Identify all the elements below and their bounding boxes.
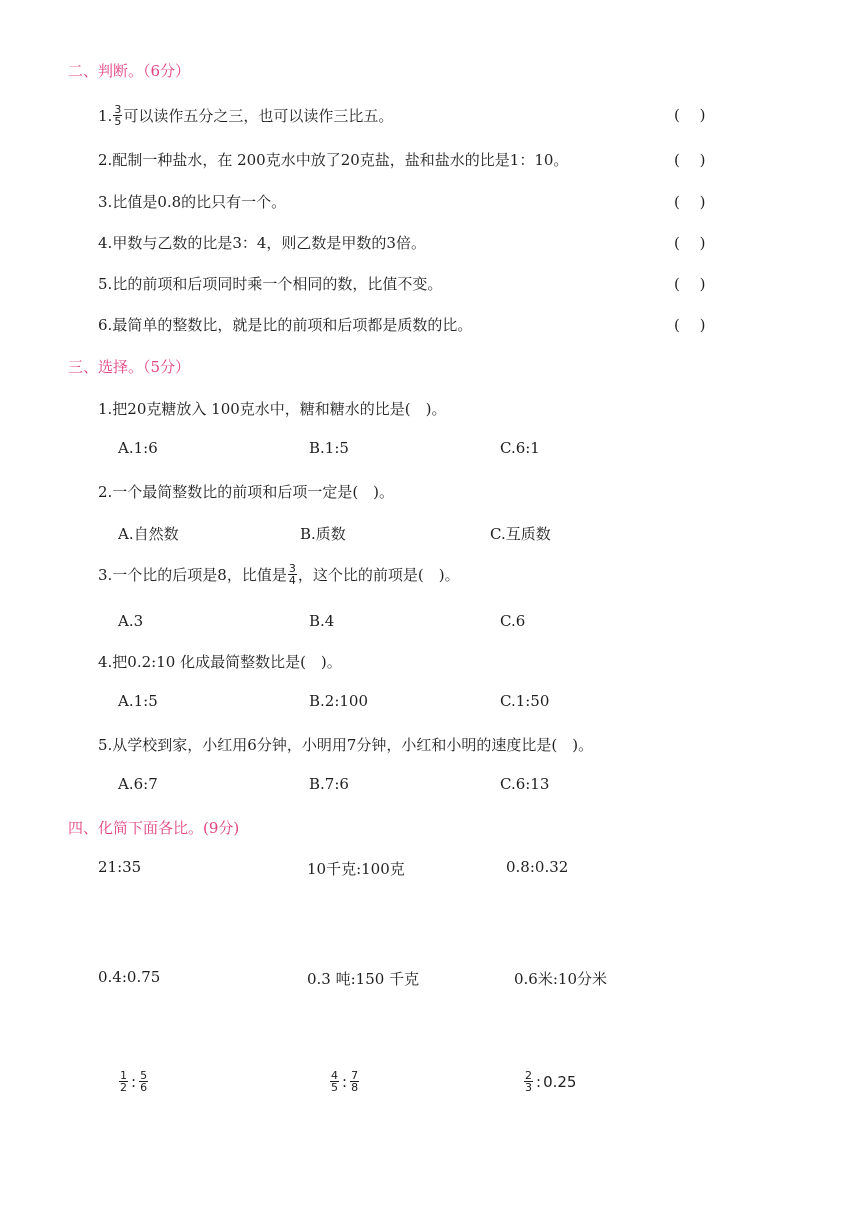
fraction: $\frac{7}{8}$ [351,1069,359,1094]
option-c[interactable]: C.6:1 [500,439,540,457]
judge-item-2: 2.配制一种盐水，在 200克水中放了20克盐，盐和盐水的比是1：10。 [98,151,569,169]
answer-paren[interactable]: ( ) [674,275,706,293]
option-a[interactable]: A.6:7 [118,775,158,793]
ratio-problem: 0.8:0.32 [506,858,569,876]
option-c[interactable]: C.互质数 [490,525,551,543]
judge-item-number: 1. [98,106,113,125]
option-c[interactable]: C.6 [500,612,526,630]
choice-question-5: 5.从学校到家，小红用6分钟，小明用7分钟，小红和小明的速度比是( )。 [98,736,594,754]
judge-item-3: 3.比值是0.8的比只有一个。 [98,193,287,211]
option-c[interactable]: C.1:50 [500,692,550,710]
fraction: $\frac{3}{5}$ [114,103,122,128]
ratio-problem: 0.3 吨:150 千克 [307,970,420,988]
ratio-problem: 21:35 [98,858,142,876]
ratio-problem: 0.4:0.75 [98,968,161,986]
fraction: $\frac{2}{3}$ [525,1069,532,1094]
choice-question-1: 1.把20克糖放入 100克水中，糖和糖水的比是( )。 [98,400,447,418]
answer-paren[interactable]: ( ) [674,151,706,169]
option-b[interactable]: B.4 [309,612,335,630]
answer-paren[interactable]: ( ) [674,234,706,252]
option-b[interactable]: B.质数 [300,525,346,543]
option-b[interactable]: B.2:100 [309,692,369,710]
judge-item-1 [98,104,393,127]
section-3-heading: 三、选择。（5分） [68,358,191,376]
fraction: $\frac{5}{6}$ [140,1069,148,1094]
judge-item-4: 4.甲数与乙数的比是3：4，则乙数是甲数的3倍。 [98,234,426,252]
ratio-problem: $\frac{2}{3}$ : 0.25 [525,1069,577,1094]
option-a[interactable]: A.自然数 [118,525,179,543]
fraction: $\frac{3}{4}$ [288,562,296,587]
judge-item-text: 可以读作五分之三，也可以读作三比五。 [123,107,394,125]
option-b[interactable]: B.1:5 [309,439,349,457]
answer-paren[interactable]: ( ) [674,193,706,211]
fraction: $\frac{1}{2}$ [120,1069,127,1094]
choice-question-3: 3.一个比的后项是8，比值是 $\frac{3}{4}$ ，这个比的前项是( )。 [98,562,460,587]
judge-item-6: 6.最简单的整数比，就是比的前项和后项都是质数的比。 [98,316,473,334]
answer-paren[interactable]: ( ) [674,106,706,124]
choice-question-4: 4.把0.2:10 化成最简整数比是( )。 [98,653,342,671]
option-a[interactable]: A.1:5 [118,692,158,710]
answer-paren[interactable]: ( ) [674,316,706,334]
section-2-heading: 二、判断。（6分） [68,62,191,80]
ratio-problem: 10千克:100克 [307,860,405,878]
ratio-problem: 0.6米:10分米 [514,970,607,988]
fraction: $\frac{4}{5}$ [331,1069,338,1094]
section-4-heading: 四、化简下面各比。(9分) [68,819,240,837]
option-a[interactable]: A.3 [118,612,144,630]
option-b[interactable]: B.7:6 [309,775,349,793]
ratio-problem: $\frac{1}{2}$ : $\frac{5}{6}$ [120,1069,148,1094]
option-c[interactable]: C.6:13 [500,775,550,793]
option-a[interactable]: A.1:6 [118,439,158,457]
choice-question-2: 2.一个最简整数比的前项和后项一定是( )。 [98,483,395,501]
ratio-problem: $\frac{4}{5}$ : $\frac{7}{8}$ [331,1069,359,1094]
judge-item-5: 5.比的前项和后项同时乘一个相同的数，比值不变。 [98,275,443,293]
